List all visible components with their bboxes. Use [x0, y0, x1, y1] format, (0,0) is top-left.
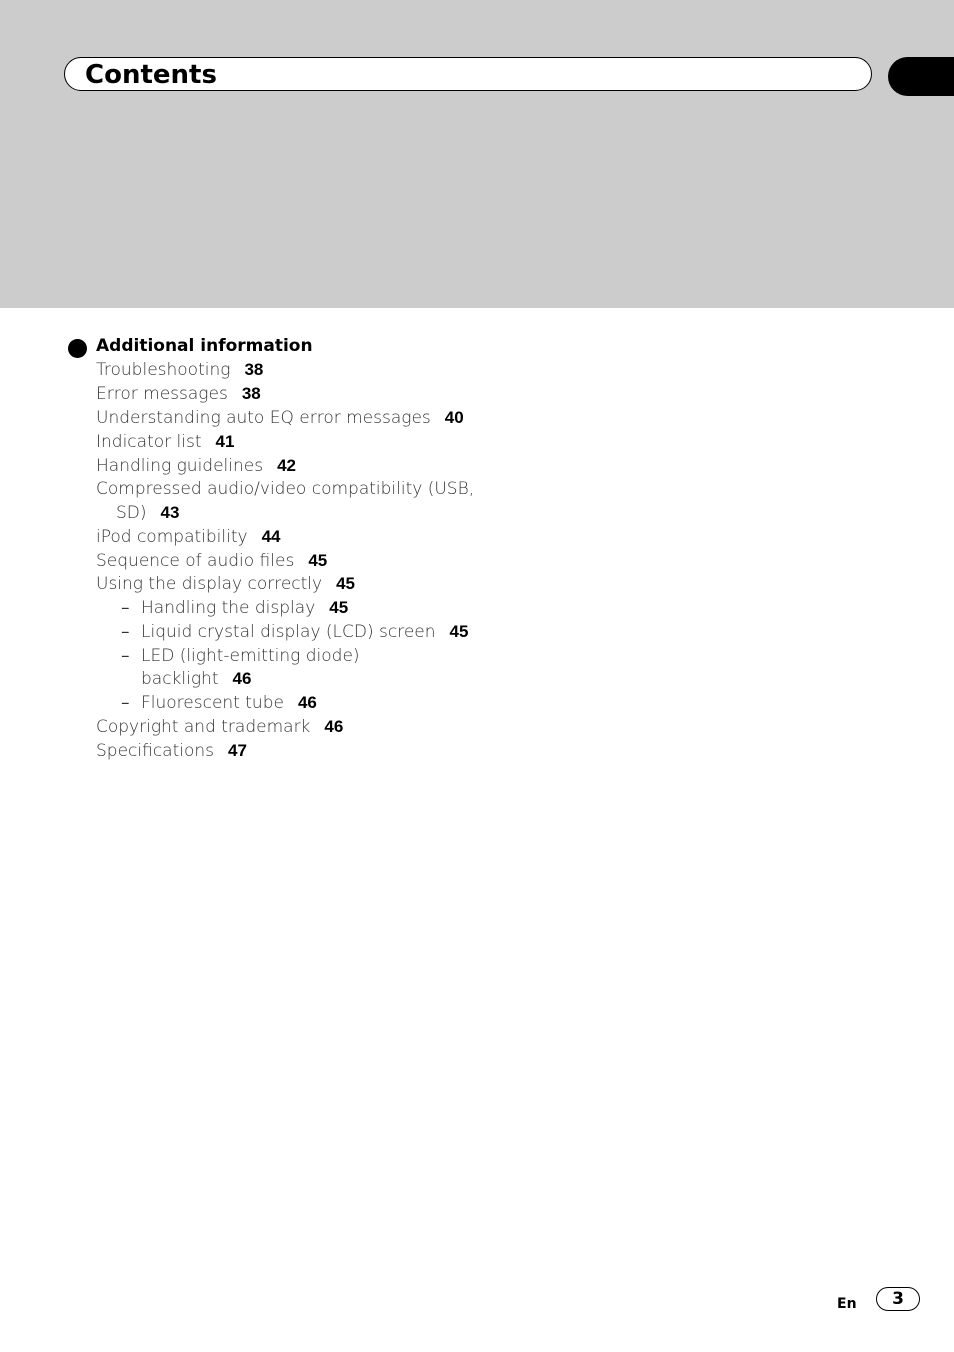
- entry-text: Liquid crystal display (LCD) screen: [141, 622, 436, 642]
- toc-entry-ipod-compatibility[interactable]: [96, 527, 280, 547]
- toc-entry-error-messages[interactable]: [96, 384, 261, 404]
- subentry-dash: –: [121, 646, 130, 666]
- entry-page: 38: [241, 384, 261, 403]
- entry-page: 40: [444, 408, 464, 427]
- entry-page: 41: [215, 432, 235, 451]
- toc-subentry-led-backlight-cont[interactable]: [141, 669, 251, 689]
- footer-page-number: 3: [876, 1287, 920, 1311]
- entry-text: Copyright and trademark: [96, 717, 311, 737]
- entry-text: Sequence of audio files: [96, 551, 295, 571]
- section-tab: [888, 57, 954, 96]
- entry-page: 46: [297, 693, 317, 712]
- entry-page: 45: [449, 622, 469, 641]
- toc-subentry-fluorescent-tube[interactable]: [141, 693, 317, 713]
- section-heading: Additional information: [96, 336, 313, 356]
- entry-page: 45: [336, 574, 356, 593]
- subentry-dash: –: [121, 598, 130, 618]
- toc-entry-display-correctly[interactable]: [96, 574, 355, 594]
- entry-text: SD): [116, 503, 147, 523]
- toc-entry-sequence-audio[interactable]: [96, 551, 327, 571]
- entry-text: Troubleshooting: [96, 360, 231, 380]
- toc-entry-compressed-audio-cont[interactable]: [116, 503, 179, 523]
- entry-text: Understanding auto EQ error messages: [96, 408, 431, 428]
- entry-text: Error messages: [96, 384, 228, 404]
- entry-page: 45: [308, 551, 328, 570]
- entry-page: 46: [232, 669, 252, 688]
- entry-text: Handling the display: [141, 598, 316, 618]
- entry-page: 42: [277, 456, 296, 475]
- entry-page: 45: [329, 598, 349, 617]
- entry-page: 46: [324, 717, 344, 736]
- toc-entry-handling-guidelines[interactable]: [96, 456, 296, 476]
- toc-entry-auto-eq-errors[interactable]: [96, 408, 464, 428]
- entry-text: Specifications: [96, 741, 215, 761]
- footer-language: En: [837, 1296, 857, 1312]
- toc-entry-troubleshooting[interactable]: [96, 360, 263, 380]
- entry-text: Compressed audio/video compatibility (USB,: [96, 479, 475, 499]
- entry-text: backlight: [141, 669, 219, 689]
- toc-subentry-handling-display[interactable]: [141, 598, 348, 618]
- toc-entry-copyright[interactable]: [96, 717, 343, 737]
- entry-text: iPod compatibility: [96, 527, 248, 547]
- entry-page: 38: [244, 360, 264, 379]
- subentry-dash: –: [121, 693, 130, 713]
- section-bullet-icon: [68, 339, 87, 358]
- entry-page: 44: [261, 527, 281, 546]
- title-frame: [64, 57, 872, 91]
- entry-text: Indicator list: [96, 432, 202, 452]
- entry-text: LED (light-emitting diode): [141, 646, 360, 666]
- entry-page: 47: [228, 741, 247, 760]
- subentry-dash: –: [121, 622, 130, 642]
- entry-text: Handling guidelines: [96, 456, 264, 476]
- header-band: [0, 0, 954, 308]
- page-title: Contents: [85, 60, 217, 90]
- toc-subentry-led-backlight[interactable]: [141, 646, 360, 666]
- entry-page: 43: [160, 503, 180, 522]
- entry-text: Using the display correctly: [96, 574, 323, 594]
- toc-entry-indicator-list[interactable]: [96, 432, 234, 452]
- entry-text: Fluorescent tube: [141, 693, 284, 713]
- toc-subentry-lcd-screen[interactable]: [141, 622, 468, 642]
- toc-entry-compressed-audio[interactable]: [96, 479, 474, 499]
- toc-entry-specifications[interactable]: [96, 741, 247, 761]
